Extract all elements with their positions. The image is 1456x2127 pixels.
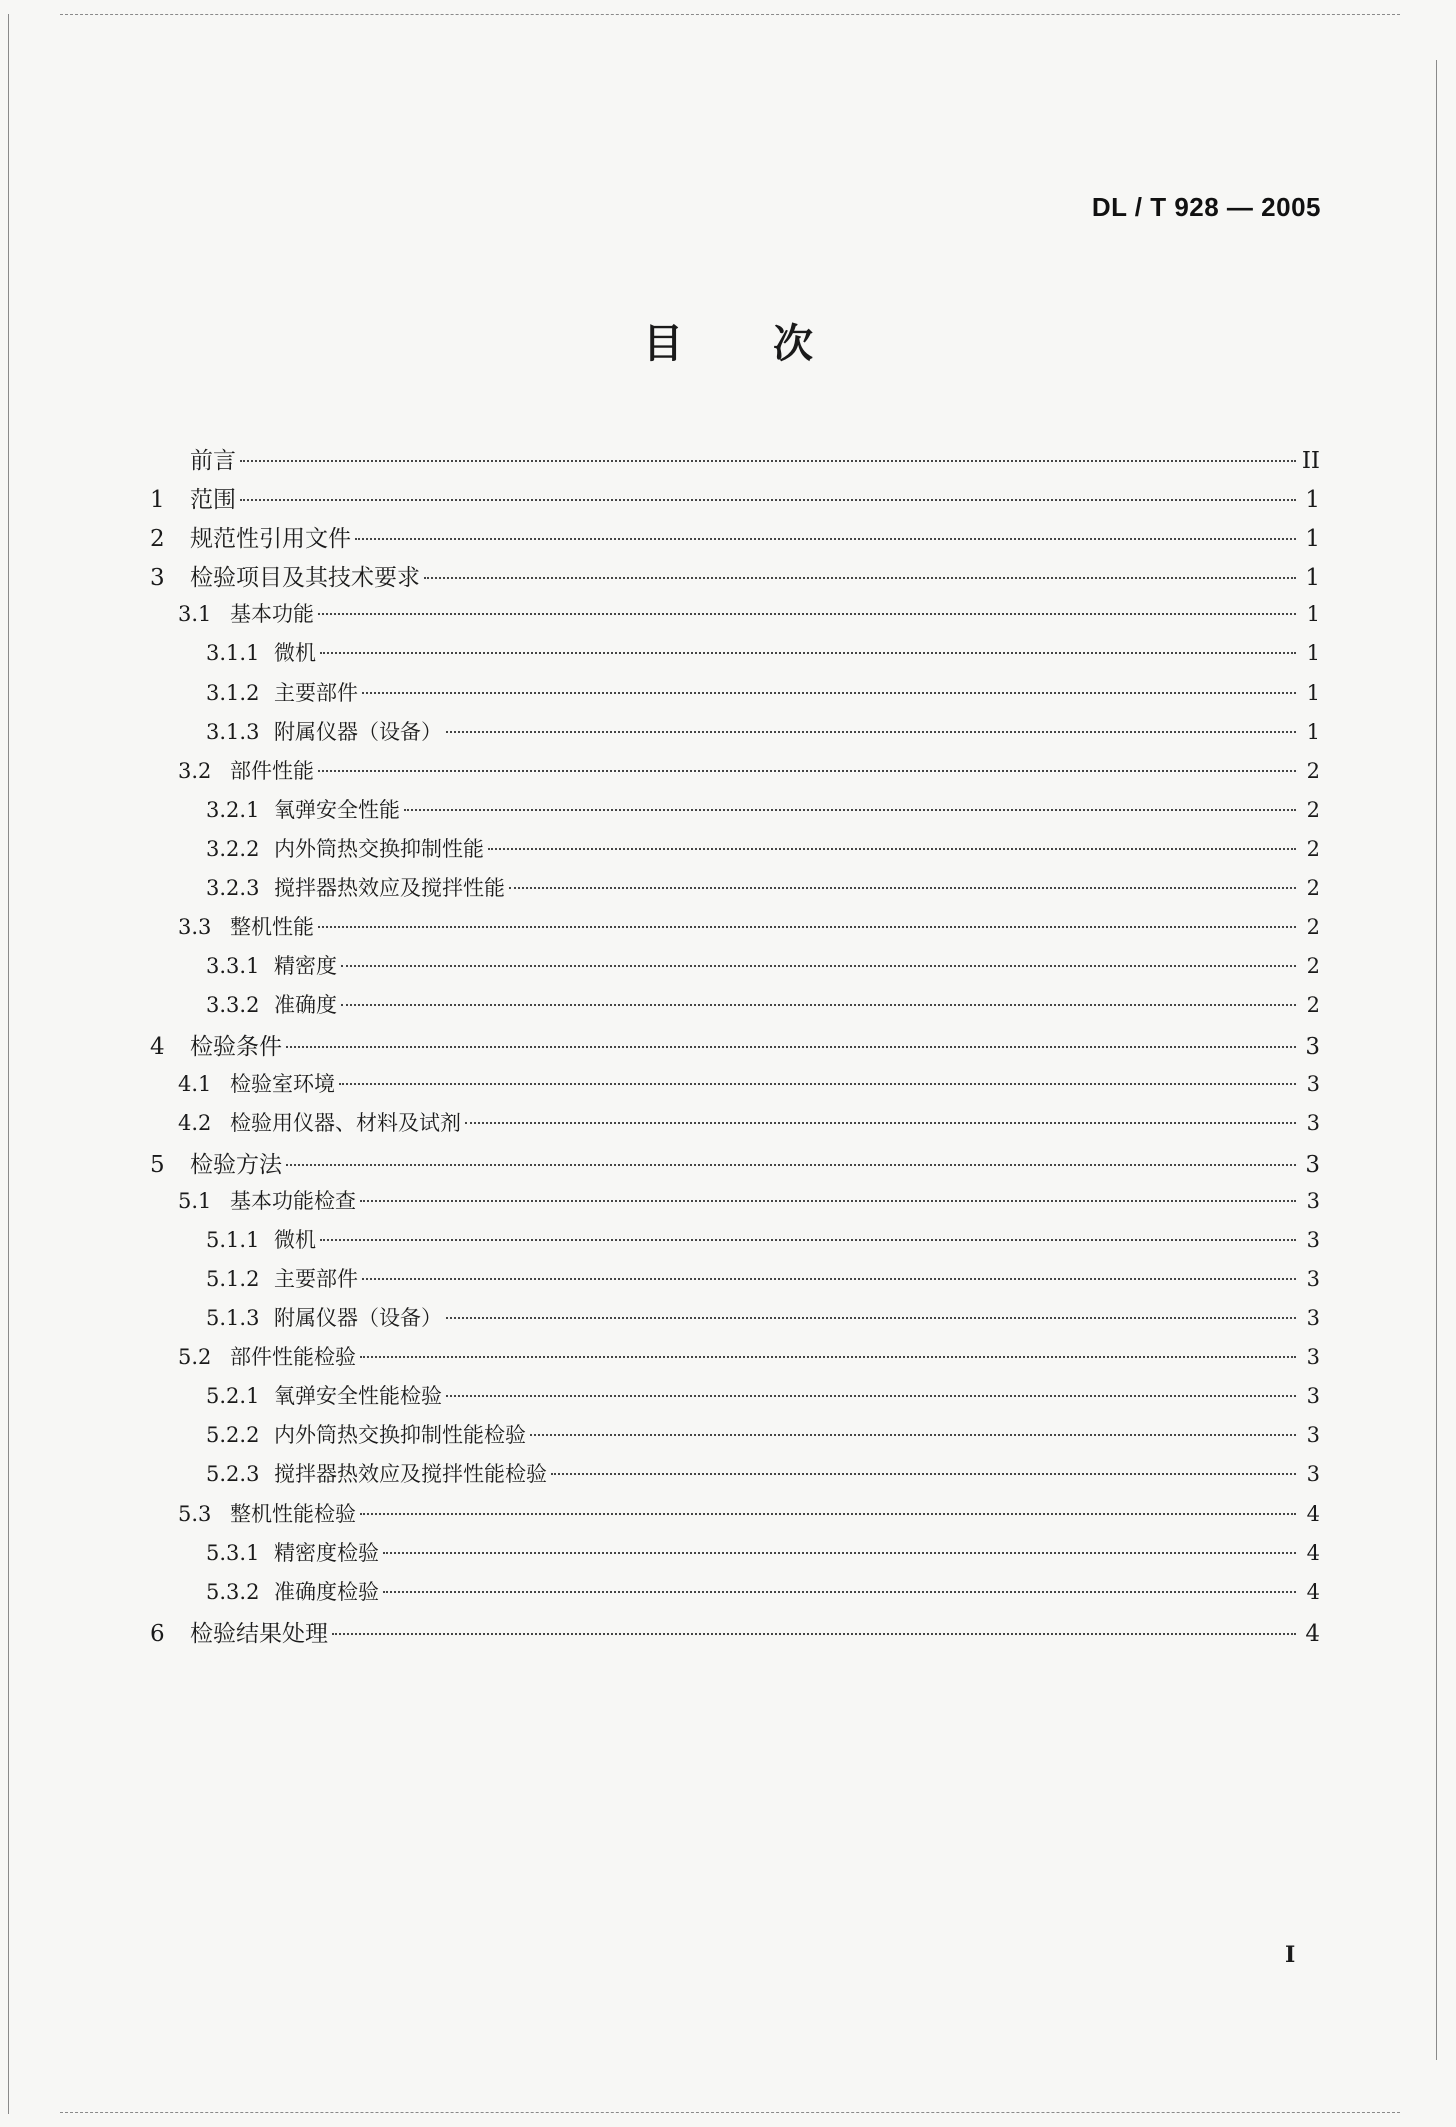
toc-entry[interactable] [150, 716, 1320, 755]
toc-entry[interactable] [150, 1615, 1320, 1654]
toc-entry-number: 5 [150, 1151, 165, 1178]
toc-entry-number: 1 [150, 487, 165, 514]
toc-entry[interactable] [150, 1576, 1320, 1615]
toc-entry-title: 搅拌器热效应及搅拌性能检验 [274, 1462, 547, 1487]
toc-entry-title: 检验用仪器、材料及试剂 [230, 1110, 461, 1135]
toc-entry-number: 4.1 [178, 1071, 212, 1096]
toc-entry-title: 检验条件 [190, 1034, 282, 1061]
toc-entry-title: 检验结果处理 [190, 1620, 328, 1647]
toc-entry-page: 3 [1306, 1071, 1320, 1096]
toc-entry-title: 范围 [190, 487, 236, 514]
toc-entry-page: 2 [1306, 915, 1320, 940]
toc-entry-page: 4 [1305, 1620, 1320, 1647]
toc-entry-number: 5.3 [178, 1501, 212, 1526]
toc-entry-number: 3.3.2 [206, 993, 260, 1018]
toc-entry[interactable] [150, 1302, 1320, 1341]
toc-entry-title: 准确度 [274, 993, 337, 1018]
toc-entry-page: 3 [1305, 1151, 1320, 1178]
standard-code: DL / T 928 — 2005 [1091, 192, 1321, 222]
toc-leader-dots [355, 538, 1296, 540]
toc-entry[interactable] [150, 1185, 1320, 1224]
toc-leader-dots [332, 1633, 1296, 1635]
toc-leader-dots [509, 887, 1296, 889]
toc-entry[interactable] [150, 559, 1320, 598]
toc-entry-page: 2 [1306, 954, 1320, 979]
toc-entry[interactable] [150, 637, 1320, 676]
toc-entry-title: 检验方法 [190, 1151, 282, 1178]
toc-entry[interactable] [150, 1458, 1320, 1497]
toc-leader-dots [286, 1164, 1296, 1166]
toc-entry-page: 2 [1306, 876, 1320, 901]
toc-entry-number: 5.3.2 [206, 1579, 260, 1604]
toc-leader-dots [360, 1200, 1296, 1202]
toc-entry[interactable] [150, 1341, 1320, 1380]
toc-entry-page: 2 [1306, 797, 1320, 822]
toc-entry-number: 3.3 [178, 915, 212, 940]
toc-leader-dots [362, 692, 1296, 694]
toc-leader-dots [404, 809, 1296, 811]
toc-entry[interactable] [150, 1498, 1320, 1537]
toc-entry-page: 1 [1305, 565, 1320, 592]
toc-entry-title: 精密度 [274, 954, 337, 979]
toc-entry-title: 整机性能检验 [230, 1501, 356, 1526]
page-number: I [1285, 1942, 1296, 1968]
toc-entry-page: 1 [1305, 526, 1320, 553]
toc-entry-title: 检验室环境 [230, 1071, 335, 1096]
toc-entry-number: 5.1.1 [206, 1227, 260, 1252]
toc-entry-page: 2 [1306, 758, 1320, 783]
toc-entry-page: 3 [1306, 1266, 1320, 1291]
toc-entry[interactable] [150, 1107, 1320, 1146]
toc-leader-dots [530, 1434, 1296, 1436]
toc-leader-dots [424, 577, 1296, 579]
toc-entry-title: 主要部件 [274, 1266, 358, 1291]
toc-entry-page: 4 [1306, 1579, 1320, 1604]
toc-entry-title: 氧弹安全性能 [274, 797, 400, 822]
toc-leader-dots [318, 613, 1296, 615]
toc-leader-dots [318, 770, 1296, 772]
toc-leader-dots [465, 1122, 1296, 1124]
toc-leader-dots [360, 1513, 1296, 1515]
toc-leader-dots [341, 1004, 1296, 1006]
toc-entry-page: 1 [1305, 487, 1320, 514]
toc-entry[interactable] [150, 677, 1320, 716]
toc-entry-number: 5.2 [178, 1345, 212, 1370]
toc-leader-dots [383, 1591, 1296, 1593]
toc-entry[interactable] [150, 1028, 1320, 1067]
table-of-contents [150, 442, 1320, 1654]
toc-entry-page: 3 [1306, 1110, 1320, 1135]
toc-entry[interactable] [150, 1537, 1320, 1576]
toc-entry-page: 1 [1306, 602, 1320, 627]
toc-entry-title: 整机性能 [230, 915, 314, 940]
toc-leader-dots [446, 731, 1296, 733]
toc-entry[interactable] [150, 520, 1320, 559]
toc-entry[interactable] [150, 1263, 1320, 1302]
toc-entry-number: 3.2.3 [206, 876, 260, 901]
toc-entry-title: 准确度检验 [274, 1579, 379, 1604]
toc-entry-number: 3.1.1 [206, 641, 260, 666]
toc-entry-number: 5.3.1 [206, 1540, 260, 1565]
toc-leader-dots [360, 1356, 1296, 1358]
toc-entry-title: 内外筒热交换抑制性能 [274, 836, 484, 861]
page-border-bottom [60, 2112, 1400, 2113]
toc-entry[interactable] [150, 794, 1320, 833]
toc-entry-page: 2 [1306, 836, 1320, 861]
toc-leader-dots [286, 1046, 1296, 1048]
toc-entry[interactable] [150, 950, 1320, 989]
toc-leader-dots [551, 1473, 1296, 1475]
toc-entry-page: 3 [1306, 1188, 1320, 1213]
toc-entry[interactable] [150, 755, 1320, 794]
toc-leader-dots [446, 1395, 1296, 1397]
toc-entry[interactable] [150, 481, 1320, 520]
toc-entry[interactable] [150, 833, 1320, 872]
toc-entry-title: 前言 [190, 448, 236, 474]
toc-entry-number: 5.2.1 [206, 1384, 260, 1409]
toc-entry-page: 3 [1305, 1034, 1320, 1061]
toc-entry-title: 附属仪器（设备） [274, 1306, 442, 1331]
toc-leader-dots [318, 926, 1296, 928]
toc-entry-page: 3 [1306, 1306, 1320, 1331]
toc-entry-title: 基本功能检查 [230, 1188, 356, 1213]
toc-entry-title: 微机 [274, 1227, 316, 1252]
toc-entry-page: 1 [1306, 719, 1320, 744]
toc-entry-number: 4 [150, 1034, 165, 1061]
toc-entry-number: 5.1.3 [206, 1306, 260, 1331]
toc-entry[interactable] [150, 442, 1320, 481]
toc-entry-number: 3.2.1 [206, 797, 260, 822]
toc-entry[interactable] [150, 598, 1320, 637]
toc-leader-dots [240, 499, 1296, 501]
toc-leader-dots [320, 1239, 1296, 1241]
toc-entry-number: 3.2 [178, 758, 212, 783]
toc-entry-title: 微机 [274, 641, 316, 666]
toc-entry[interactable] [150, 1419, 1320, 1458]
toc-entry-title: 部件性能检验 [230, 1345, 356, 1370]
toc-entry-number: 5.2.2 [206, 1423, 260, 1448]
toc-entry[interactable] [150, 1224, 1320, 1263]
toc-entry-page: 2 [1306, 993, 1320, 1018]
toc-entry-title: 氧弹安全性能检验 [274, 1384, 442, 1409]
toc-entry-number: 3.2.2 [206, 836, 260, 861]
toc-entry-number: 3.3.1 [206, 954, 260, 979]
toc-entry-page: 3 [1306, 1423, 1320, 1448]
toc-entry-title: 规范性引用文件 [190, 526, 351, 553]
toc-leader-dots [240, 460, 1296, 462]
toc-entry[interactable] [150, 1146, 1320, 1185]
toc-entry-number: 5.1 [178, 1188, 212, 1213]
toc-entry-number: 3 [150, 565, 165, 592]
toc-leader-dots [339, 1083, 1296, 1085]
page-title: 目次 [643, 321, 903, 367]
toc-entry-page: 4 [1306, 1540, 1320, 1565]
toc-entry-title: 检验项目及其技术要求 [190, 565, 420, 592]
toc-entry-number: 5.2.3 [206, 1462, 260, 1487]
toc-entry[interactable] [150, 1380, 1320, 1419]
toc-entry-title: 基本功能 [230, 602, 314, 627]
toc-entry-number: 3.1 [178, 602, 212, 627]
toc-entry-number: 5.1.2 [206, 1266, 260, 1291]
toc-entry-number: 4.2 [178, 1110, 212, 1135]
toc-entry-page: 3 [1306, 1462, 1320, 1487]
toc-entry-number: 2 [150, 526, 165, 553]
toc-leader-dots [320, 652, 1296, 654]
toc-entry-page: 3 [1306, 1227, 1320, 1252]
toc-entry-number: 3.1.3 [206, 719, 260, 744]
toc-entry-title: 搅拌器热效应及搅拌性能 [274, 876, 505, 901]
toc-entry-page: II [1301, 448, 1320, 474]
toc-leader-dots [341, 965, 1296, 967]
toc-entry[interactable] [150, 989, 1320, 1028]
toc-entry-number: 6 [150, 1620, 165, 1647]
toc-entry-page: 3 [1306, 1345, 1320, 1370]
page-border-top [60, 14, 1400, 15]
toc-entry-page: 3 [1306, 1384, 1320, 1409]
toc-entry-title: 主要部件 [274, 680, 358, 705]
toc-entry[interactable] [150, 1068, 1320, 1107]
toc-entry-page: 1 [1306, 641, 1320, 666]
toc-leader-dots [383, 1552, 1296, 1554]
toc-leader-dots [488, 848, 1296, 850]
toc-entry-title: 内外筒热交换抑制性能检验 [274, 1423, 526, 1448]
toc-leader-dots [446, 1317, 1296, 1319]
toc-entry-title: 部件性能 [230, 758, 314, 783]
toc-leader-dots [362, 1278, 1296, 1280]
toc-entry[interactable] [150, 911, 1320, 950]
toc-entry-page: 4 [1306, 1501, 1320, 1526]
toc-entry-title: 附属仪器（设备） [274, 719, 442, 744]
toc-entry-page: 1 [1306, 680, 1320, 705]
toc-entry[interactable] [150, 872, 1320, 911]
toc-entry-title: 精密度检验 [274, 1540, 379, 1565]
toc-entry-number: 3.1.2 [206, 680, 260, 705]
